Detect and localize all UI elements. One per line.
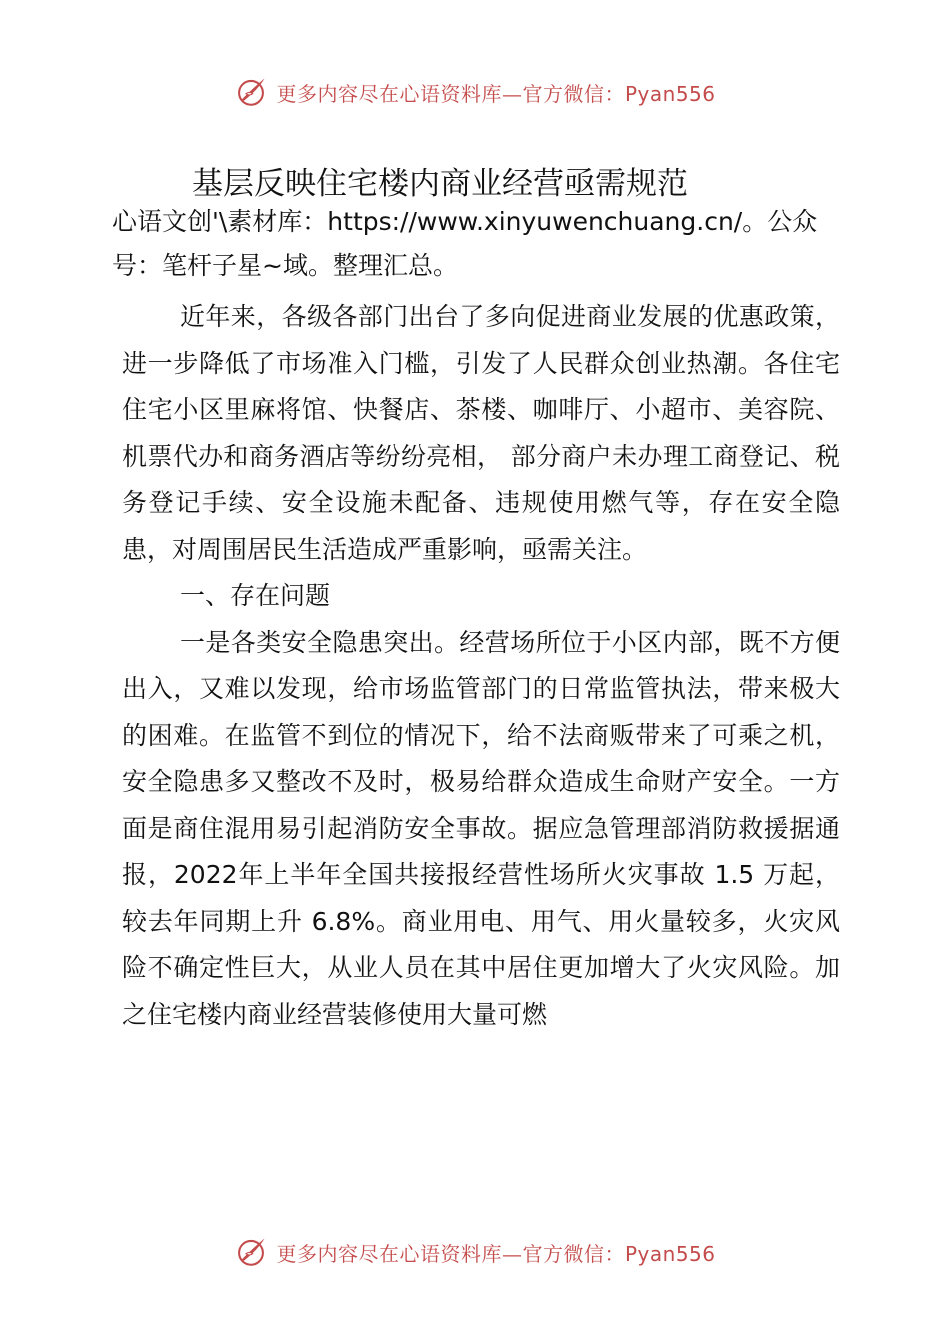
point-one-paragraph xyxy=(122,620,840,1039)
quill-seal-logo-icon xyxy=(234,1235,268,1269)
watermark-label: 更多内容尽在心语资料库—官方微信： xyxy=(276,1241,625,1266)
watermark-footer xyxy=(0,1232,950,1272)
watermark-wechat-id: Pyan556 xyxy=(624,81,716,106)
point-one-lead: 一是各类安全隐患突出。 xyxy=(180,627,460,657)
watermark-header xyxy=(0,72,950,112)
watermark-label: 更多内容尽在心语资料库—官方微信： xyxy=(276,81,625,106)
watermark-text xyxy=(276,1238,715,1267)
watermark-wechat-id: Pyan556 xyxy=(624,1241,716,1266)
watermark-text xyxy=(276,78,715,107)
quill-seal-logo-icon xyxy=(234,75,268,109)
intro-paragraph: 近年来，各级各部门出台了多向促进商业发展的优惠政策，进一步降低了市场准入门槛，引发了人民群众创业热潮。各住宅住宅小区里麻将馆、快餐店、茶楼、咖啡厅、小超市、美容院、机票代办和商务酒店等纷纷亮相， 部分商户未办理工商登记、税务登记手续、安全设施未配备、违规使用燃气等，存在安全隐患，对周围居民生活造成严重影响，亟需关注。 xyxy=(122,302,840,564)
section-heading: 一、存在问题 xyxy=(180,581,331,610)
document-body xyxy=(112,160,840,1038)
source-line: 心语文创'\素材库：https://www.xinyuwenchuang.cn/。公众号：笔杆子星~域。整理汇总。 xyxy=(112,207,818,280)
point-one-body: 经营场所位于小区内部，既不方便出入，又难以发现，给市场监管部门的日常监管执法，带来极大的困难。在监管不到位的情况下，给不法商贩带来了可乘之机，安全隐患多又整改不及时，极易给群众造成生命财产安全。一方面是商住混用易引起消防安全事故。据应急管理部消防救援据通报，2022年上半年全国共接报经营性场所火灾事故 1.5 万起，较去年同期上升 6.8%。商业用电、用气、用火量较多，火灾风险不确定性巨大，从业人员在其中居住更加增大了火灾风险。加之住宅楼内商业经营装修使用大量可燃 xyxy=(122,627,840,1029)
document-title: 基层反映住宅楼内商业经营亟需规范 xyxy=(192,166,688,202)
